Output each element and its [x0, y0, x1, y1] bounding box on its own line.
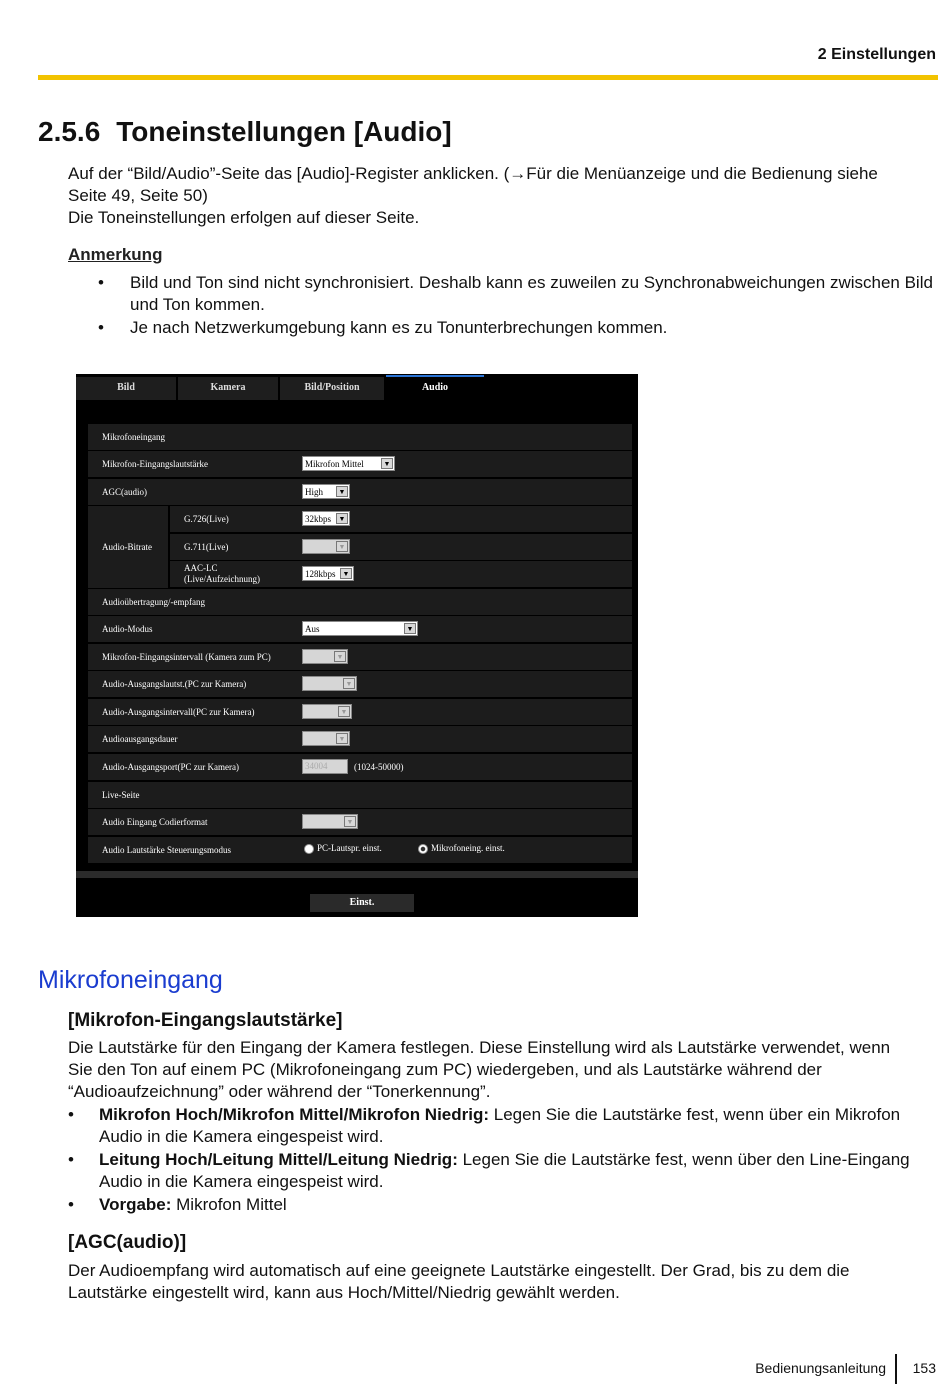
section-title [38, 116, 452, 148]
page-number: 153 [912, 1360, 936, 1376]
select-value: Mikrofon Mittel [305, 459, 364, 469]
row-out-duration [88, 726, 632, 752]
group-label: Audio-Bitrate [102, 542, 152, 552]
chevron-down-icon: ▼ [336, 513, 348, 524]
row-out-port [88, 754, 632, 780]
note-heading: Anmerkung [68, 245, 163, 264]
option-term: Vorgabe: [99, 1195, 172, 1214]
section-title-text: Toneinstellungen [Audio] [116, 116, 452, 147]
select-value: 32kbps [305, 514, 332, 524]
row-label: Audioausgangsdauer [102, 734, 178, 744]
out-duration-select[interactable] [302, 731, 350, 746]
intro-line: Die Toneinstellungen erfolgen auf dieser Seite. [68, 208, 420, 227]
option-text: Mikrofon Mittel [171, 1195, 287, 1214]
select-value: High [305, 487, 323, 497]
option-item [68, 1104, 940, 1148]
audio-mode-select[interactable] [302, 621, 418, 636]
radio-mic-input[interactable] [418, 843, 505, 854]
g711-select[interactable] [302, 539, 350, 554]
screenshot-footer-bar [76, 871, 638, 878]
mic-section-heading: Mikrofoneingang [38, 966, 223, 994]
footer-label: Bedienungsanleitung [755, 1360, 886, 1376]
section-label: Audioübertragung/-empfang [102, 597, 205, 607]
chevron-down-icon: ▼ [334, 651, 346, 662]
chevron-down-icon: ▼ [340, 568, 352, 579]
section-label: Live-Seite [102, 790, 140, 800]
row-label: Mikrofon-Eingangslautstärke [102, 459, 208, 469]
intro-paragraph [68, 163, 940, 229]
row-g726 [170, 506, 632, 532]
mic-level-options [68, 1104, 940, 1217]
agc-select[interactable] [302, 484, 350, 499]
bitrate-group-cell [88, 506, 168, 588]
radio-pc-speaker[interactable] [304, 843, 382, 854]
row-label: Audio-Ausgangslautst.(PC zur Kamera) [102, 679, 247, 689]
row-mic-interval [88, 644, 632, 670]
port-range: (1024-50000) [354, 762, 404, 772]
chevron-down-icon: ▼ [336, 486, 348, 497]
option-text: Legen Sie die Lautstärke fest, wenn über den Line-Eingang Audio in die Kamera eingespeist wird. [99, 1150, 910, 1191]
set-button[interactable]: Einst. [310, 894, 414, 912]
row-label [184, 563, 260, 585]
out-level-select[interactable] [302, 676, 357, 691]
intro-line: Seite 49, Seite 50) [68, 186, 208, 205]
chevron-down-icon: ▼ [344, 816, 356, 827]
tab-bar [76, 374, 638, 400]
option-item [68, 1149, 940, 1193]
row-label-line: (Live/Aufzeichnung) [184, 574, 260, 584]
row-agc [88, 479, 632, 505]
chevron-down-icon: ▼ [381, 458, 393, 469]
note-item: • Bild und Ton sind nicht synchronisiert. Deshalb kann es zuweilen zu Synchronabweichungen zwischen Bild und Ton kommen. [68, 272, 940, 316]
row-volume-mode [88, 837, 632, 863]
radio-label: Mikrofoneing. einst. [431, 843, 505, 853]
row-out-interval [88, 699, 632, 725]
tab-bild[interactable]: Bild [76, 377, 176, 400]
radio-selected-icon [418, 844, 428, 854]
radio-label: PC-Lautspr. einst. [317, 843, 382, 853]
intro-line: Auf der “Bild/Audio”-Seite das [Audio]-Register anklicken. (→Für die Menüanzeige und die Bedienung siehe [68, 164, 878, 183]
paragraph-line: “Audioaufzeichnung” oder während der “Tonerkennung”. [68, 1082, 491, 1101]
row-aac [170, 561, 632, 587]
option-term: Leitung Hoch/Leitung Mittel/Leitung Niedrig: [99, 1150, 458, 1169]
row-label-line: AAC-LC [184, 563, 218, 573]
mic-level-heading: [Mikrofon-Eingangslautstärke] [68, 1010, 343, 1031]
section-number: 2.5.6 [38, 116, 101, 147]
out-interval-select[interactable] [302, 704, 352, 719]
chevron-down-icon: ▼ [336, 733, 348, 744]
mic-interval-select[interactable] [302, 649, 348, 664]
chevron-down-icon: ▼ [338, 706, 350, 717]
header-rule [38, 75, 938, 80]
row-g711 [170, 534, 632, 560]
row-mic-level [88, 451, 632, 477]
audio-settings-screenshot [76, 374, 638, 917]
agc-paragraph [68, 1260, 940, 1304]
row-label: G.726(Live) [184, 514, 229, 524]
row-label: Audio-Ausgangsintervall(PC zur Kamera) [102, 707, 255, 717]
tab-bild-position[interactable]: Bild/Position [280, 377, 384, 400]
codec-select[interactable] [302, 814, 358, 829]
footer-divider [895, 1354, 897, 1384]
select-value: 128kbps [305, 569, 336, 579]
option-item [68, 1194, 940, 1216]
chevron-down-icon: ▼ [336, 541, 348, 552]
row-label: G.711(Live) [184, 542, 229, 552]
radio-icon [304, 844, 314, 854]
mic-level-select[interactable] [302, 456, 395, 471]
paragraph-line: Der Audioempfang wird automatisch auf eine geeignete Lautstärke eingestellt. Der Grad, bis zu dem die [68, 1261, 850, 1280]
row-audio-mode [88, 616, 632, 642]
section-row-live [88, 782, 632, 808]
row-label: Audio Eingang Codierformat [102, 817, 208, 827]
row-codec [88, 809, 632, 835]
paragraph-line: Sie den Ton auf einem PC (Mikrofoneingang zum PC) wiedergeben, und als Lautstärke während der [68, 1060, 822, 1079]
chevron-down-icon: ▼ [343, 678, 355, 689]
row-label: Audio-Ausgangsport(PC zur Kamera) [102, 762, 239, 772]
g726-select[interactable] [302, 511, 350, 526]
row-label: Audio Lautstärke Steuerungsmodus [102, 845, 231, 855]
agc-heading: [AGC(audio)] [68, 1232, 187, 1253]
tab-kamera[interactable]: Kamera [178, 377, 278, 400]
paragraph-line: Lautstärke eingestellt wird, kann aus Hoch/Mittel/Niedrig gewählt werden. [68, 1283, 620, 1302]
note-list [68, 272, 940, 340]
aac-select[interactable] [302, 566, 354, 581]
row-out-level [88, 671, 632, 697]
section-label: Mikrofoneingang [102, 432, 165, 442]
row-label: Audio-Modus [102, 624, 153, 634]
row-label: Mikrofon-Eingangsintervall (Kamera zum PC) [102, 652, 271, 662]
chapter-header: 2 Einstellungen [817, 46, 936, 63]
mic-level-paragraph [68, 1037, 940, 1103]
tab-audio[interactable]: Audio [386, 375, 484, 400]
row-label: AGC(audio) [102, 487, 147, 497]
out-port-input[interactable]: 34004 [302, 759, 348, 774]
paragraph-line: Die Lautstärke für den Eingang der Kamera festlegen. Diese Einstellung wird als Lautstärke verwendet, wenn [68, 1038, 891, 1057]
option-term: Mikrofon Hoch/Mikrofon Mittel/Mikrofon Niedrig: [99, 1105, 490, 1124]
note-item: • Je nach Netzwerkumgebung kann es zu Tonunterbrechungen kommen. [68, 317, 940, 339]
section-row-transmit [88, 589, 632, 615]
section-row-mic [88, 424, 632, 450]
select-value: Aus [305, 624, 320, 634]
chevron-down-icon: ▼ [404, 623, 416, 634]
option-text: Legen Sie die Lautstärke fest, wenn über ein Mikrofon Audio in die Kamera eingespeist wird. [99, 1105, 901, 1146]
